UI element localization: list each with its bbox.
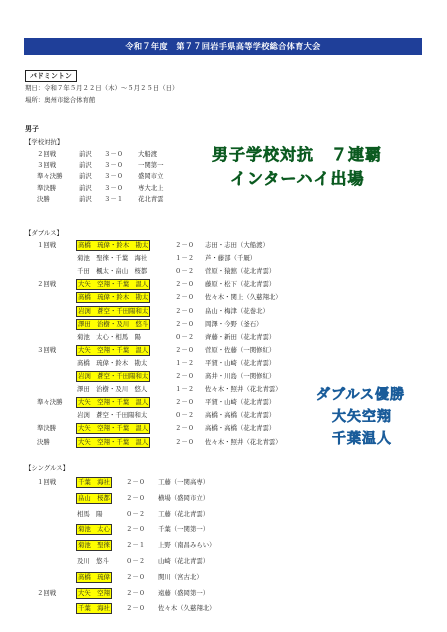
opponent-name: 盛岡市立: [138, 172, 164, 181]
pair-names: 千田 楓太・畠山 桜都: [77, 267, 148, 276]
team-callout-line1: 男子学校対抗 ７連覇: [212, 145, 383, 164]
opponent-names: 高橋・高橋（花北青雲）: [205, 411, 276, 420]
sport-heading: バドミントン: [25, 70, 77, 82]
player-name: 菊池 聖徠: [78, 541, 110, 550]
pair-names: 岩渕 蒼空・千田陽和太: [78, 306, 149, 315]
doubles-row: [0, 306, 447, 317]
singles-row: [0, 556, 447, 567]
round-label: 決勝: [37, 194, 50, 203]
team-row: [0, 194, 447, 205]
pair-names: 大矢 空翔・千葉 温人: [78, 437, 149, 446]
round-label: ２回戦: [37, 280, 57, 289]
round-label: 準決勝: [37, 424, 57, 433]
singles-row: [0, 524, 447, 535]
school-name: 前沢: [79, 161, 92, 170]
opponent-names: 志田・志田（大船渡）: [205, 241, 269, 249]
match-score: １－２: [175, 385, 195, 394]
doubles-row: [0, 358, 447, 369]
singles-row: [0, 540, 447, 551]
opponent-names: 佐々木・照井（花北青雲）: [205, 385, 282, 394]
singles-section-label: 【シングルス】: [25, 464, 70, 472]
opponent-name: 専大北上: [138, 183, 164, 192]
opponent-names: 平賀・山崎（花北青雲）: [205, 398, 276, 407]
doubles-row: [0, 371, 447, 382]
opponent-names: 畠山・梅津（花巻北）: [205, 306, 269, 315]
opponent-name: 遠藤（盛岡第一）: [158, 588, 210, 597]
doubles-row: [0, 332, 447, 343]
singles-row: [0, 493, 447, 504]
opponent-name: 山崎（花北青雲）: [158, 557, 210, 565]
match-score: ２－０: [126, 493, 146, 502]
match-score: ２－０: [175, 241, 195, 249]
match-score: ２－０: [126, 525, 146, 534]
opponent-name: 佐々木（久慈翔北）: [158, 604, 216, 613]
doubles-row: [0, 240, 447, 251]
player-name: 千葉 海社: [78, 478, 110, 486]
doubles-section-label: 【ダブルス】: [25, 229, 63, 237]
match-score: ２－１: [126, 541, 146, 550]
match-score: ３－０: [104, 150, 124, 158]
match-score: ２－０: [175, 345, 195, 354]
opponent-names: 芦・藤部（千厩）: [205, 254, 257, 263]
match-score: ０－２: [175, 267, 195, 276]
doubles-row: [0, 292, 447, 303]
pair-names: 大矢 空翔・千葉 温人: [78, 345, 149, 354]
doubles-row: [0, 345, 447, 356]
match-score: ０－２: [126, 557, 146, 565]
pair-names: 髙橋 琉偉・鈴木 勘太: [78, 241, 149, 249]
doubles-row: [0, 266, 447, 277]
event-period: 期日：令和７年５月２２日（木）～５月２５日（日）: [25, 84, 179, 92]
match-score: ２－０: [126, 588, 146, 597]
doubles-callout-line3: 千葉温人: [332, 431, 392, 447]
doubles-row: [0, 279, 447, 290]
match-score: ２－０: [126, 604, 146, 613]
player-name: 大矢 空翔: [78, 588, 110, 597]
team-callout-line2: インターハイ出場: [230, 169, 365, 188]
player-name: 及川 悠斗: [77, 557, 109, 565]
match-score: ０－２: [175, 332, 195, 341]
round-label: 準々決勝: [37, 172, 63, 181]
singles-row: [0, 477, 447, 488]
school-name: 前沢: [79, 172, 92, 181]
player-name: 菊池 太心: [78, 525, 110, 534]
match-score: ２－０: [175, 306, 195, 315]
opponent-name: 横場（盛岡市立）: [158, 493, 210, 502]
opponent-name: 大船渡: [138, 150, 158, 158]
team-row: [0, 171, 447, 182]
match-score: １－２: [175, 358, 195, 367]
match-score: ３－０: [104, 172, 124, 181]
opponent-names: 高橋・高橋（花北青雲）: [205, 424, 276, 433]
match-score: ２－０: [126, 572, 146, 581]
opponent-names: 岡澤・今野（釜石）: [205, 319, 263, 328]
match-score: ３－０: [104, 161, 124, 170]
opponent-name: 千葉（一関第一）: [158, 525, 210, 534]
opponent-names: 髙井・川島（一関修紅）: [205, 372, 276, 380]
opponent-names: 平賀・山崎（花北青雲）: [205, 358, 276, 367]
pair-names: 髙橋 琉偉・鈴木 勘太: [77, 358, 148, 367]
opponent-names: 菅原・佐藤（一関修紅）: [205, 345, 276, 354]
opponent-names: 佐々木・関上（久慈翔北）: [205, 293, 282, 302]
round-label: 準々決勝: [37, 398, 63, 407]
round-label: 決勝: [37, 437, 50, 446]
opponent-name: 上野（南昌みらい）: [158, 541, 216, 550]
match-score: ３－１: [104, 194, 124, 203]
player-name: 髙橋 琉偉: [78, 572, 110, 581]
team-row: [0, 183, 447, 194]
match-score: ２－０: [175, 424, 195, 433]
pair-names: 澤田 治樹・及川 悠斗: [78, 319, 149, 328]
match-score: ２－０: [175, 280, 195, 289]
opponent-name: 工藤（一関高専）: [158, 478, 210, 486]
opponent-names: 齊藤・新田（花北青雲）: [205, 332, 276, 341]
pair-names: 大矢 空翔・千葉 温人: [78, 424, 149, 433]
school-name: 前沢: [79, 194, 92, 203]
singles-row: [0, 588, 447, 599]
opponent-name: 花北青雲: [138, 194, 164, 203]
round-label: ３回戦: [37, 345, 57, 354]
boys-heading: 男子: [25, 125, 39, 133]
school-name: 前沢: [79, 150, 92, 158]
pair-names: 菊池 太心・相馬 陽: [77, 332, 141, 341]
round-label: 準決勝: [37, 183, 57, 192]
pair-names: 岩渕 蒼空・千田陽和太: [77, 411, 148, 420]
match-score: ２－０: [175, 398, 195, 407]
match-score: ２－０: [126, 478, 146, 486]
round-label: ３回戦: [37, 161, 57, 170]
opponent-names: 藤原・松下（花北青雲）: [205, 280, 276, 289]
doubles-callout-line1: ダブルス優勝: [316, 387, 406, 403]
match-score: ０－２: [175, 411, 195, 420]
match-score: ２－０: [175, 372, 195, 380]
round-label: ２回戦: [37, 588, 57, 597]
opponent-names: 菅原・猿舘（花北青雲）: [205, 267, 276, 276]
player-name: 千葉 海社: [78, 604, 110, 613]
pair-names: 岩渕 蒼空・千田陽和太: [78, 372, 149, 380]
match-score: ２－０: [175, 437, 195, 446]
opponent-name: 工藤（花北青雲）: [158, 509, 210, 518]
opponent-name: 関川（宮古北）: [158, 572, 203, 581]
doubles-row: [0, 253, 447, 264]
doubles-callout-line2: 大矢空翔: [332, 409, 392, 425]
opponent-names: 佐々木・照井（花北青雲）: [205, 437, 282, 446]
team-section-label: 【学校対抗】: [25, 138, 64, 146]
round-label: １回戦: [37, 241, 57, 249]
singles-row: [0, 603, 447, 614]
match-score: ２－０: [175, 293, 195, 302]
pair-names: 髙橋 琉偉・鈴木 勘太: [78, 293, 149, 302]
match-score: ０－２: [126, 509, 146, 518]
pair-names: 大矢 空翔・千葉 温人: [78, 398, 149, 407]
player-name: 畠山 桜都: [78, 493, 110, 502]
pair-names: 菊池 聖徠・千葉 海社: [77, 254, 148, 263]
pair-names: 大矢 空翔・千葉 温人: [78, 280, 149, 289]
round-label: １回戦: [37, 478, 57, 486]
pair-names: 澤田 治樹・及川 悠人: [77, 385, 148, 394]
school-name: 前沢: [79, 183, 92, 192]
doubles-row: [0, 319, 447, 330]
match-score: ３－０: [104, 183, 124, 192]
round-label: ２回戦: [37, 150, 57, 158]
opponent-name: 一関第一: [138, 161, 164, 170]
event-venue: 場所：奥州市総合体育館: [25, 96, 96, 104]
singles-row: [0, 509, 447, 520]
player-name: 相馬 陽: [77, 509, 103, 518]
match-score: １－２: [175, 254, 195, 263]
page-title: 令和７年度 第７７回岩手県高等学校総合体育大会: [24, 38, 422, 55]
match-score: ２－０: [175, 319, 195, 328]
singles-row: [0, 572, 447, 583]
